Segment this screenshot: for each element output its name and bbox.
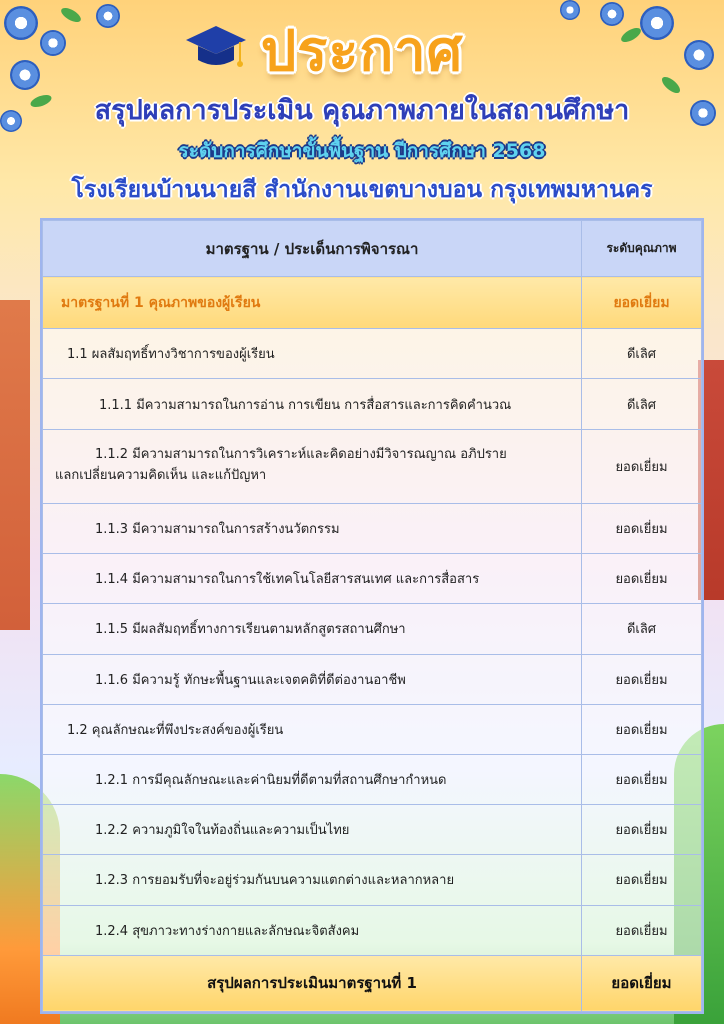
table-row — [43, 429, 702, 503]
row-level: ดีเลิศ — [582, 329, 702, 379]
row-label: 1.2.4 สุขภาวะทางร่างกายและลักษณะจิตสังคม — [43, 905, 582, 955]
row-label: 1.2.3 การยอมรับที่จะอยู่ร่วมกันบนความแตกต่างและหลากหลาย — [43, 855, 582, 905]
row-level: ดีเลิศ — [582, 604, 702, 654]
row-label: 1.1.3 มีความสามารถในการสร้างนวัตกรรม — [43, 503, 582, 553]
row-level: ยอดเยี่ยม — [582, 905, 702, 955]
table-row — [43, 805, 702, 855]
row-level: ยอดเยี่ยม — [582, 704, 702, 754]
row-label: 1.1 ผลสัมฤทธิ์ทางวิชาการของผู้เรียน — [43, 329, 582, 379]
summary-label: สรุปผลการประเมินมาตรฐานที่ 1 — [43, 955, 582, 1011]
page-subtitle-school: โรงเรียนบ้านนายสี สำนักงานเขตบางบอน กรุงเทพมหานคร — [71, 177, 653, 203]
table-row — [43, 654, 702, 704]
row-level: ยอดเยี่ยม — [582, 429, 702, 503]
table-row — [43, 379, 702, 429]
evaluation-table — [40, 218, 704, 1014]
table-row — [43, 503, 702, 553]
table-row-summary — [43, 955, 702, 1011]
page-subtitle-level-year: ระดับการศึกษาขั้นพื้นฐาน ปีการศึกษา 2568 — [178, 140, 546, 162]
column-header-level: ระดับคุณภาพ — [582, 221, 702, 277]
summary-level: ยอดเยี่ยม — [582, 955, 702, 1011]
row-level: ยอดเยี่ยม — [582, 805, 702, 855]
row-level: ยอดเยี่ยม — [582, 654, 702, 704]
row-label-line2: แลกเปลี่ยนความคิดเห็น และแก้ปัญหา — [55, 468, 267, 484]
table-header-row — [43, 221, 702, 277]
page-title: ประกาศ — [260, 19, 464, 84]
row-label: 1.2.1 การมีคุณลักษณะและค่านิยมที่ดีตามที่สถานศึกษากำหนด — [43, 754, 582, 804]
table-row — [43, 329, 702, 379]
row-label: 1.1.6 มีความรู้ ทักษะพื้นฐานและเจตคติที่ดีต่องานอาชีพ — [43, 654, 582, 704]
standard-label: มาตรฐานที่ 1 คุณภาพของผู้เรียน — [43, 277, 582, 329]
table-row — [43, 704, 702, 754]
column-header-item: มาตรฐาน / ประเด็นการพิจารณา — [43, 221, 582, 277]
table-row — [43, 855, 702, 905]
page-subtitle-evaluation: สรุปผลการประเมิน คุณภาพภายในสถานศึกษา — [94, 95, 630, 126]
row-level: ยอดเยี่ยม — [582, 554, 702, 604]
background-building-left — [0, 300, 30, 630]
row-label: 1.2 คุณลักษณะที่พึงประสงค์ของผู้เรียน — [43, 704, 582, 754]
row-label — [43, 429, 582, 503]
row-level: ยอดเยี่ยม — [582, 754, 702, 804]
row-label: 1.1.4 มีความสามารถในการใช้เทคโนโลยีสารสนเทศ และการสื่อสาร — [43, 554, 582, 604]
row-label-line1: 1.1.2 มีความสามารถในการวิเคราะห์และคิดอย่างมีวิจารณญาณ อภิปราย — [95, 447, 507, 463]
row-level: ดีเลิศ — [582, 379, 702, 429]
table-row-standard — [43, 277, 702, 329]
row-label: 1.1.1 มีความสามารถในการอ่าน การเขียน การสื่อสารและการคิดคำนวณ — [43, 379, 582, 429]
row-level: ยอดเยี่ยม — [582, 503, 702, 553]
table-row — [43, 754, 702, 804]
table-row — [43, 905, 702, 955]
table-row — [43, 554, 702, 604]
table-row — [43, 604, 702, 654]
row-level: ยอดเยี่ยม — [582, 855, 702, 905]
row-label: 1.1.5 มีผลสัมฤทธิ์ทางการเรียนตามหลักสูตรสถานศึกษา — [43, 604, 582, 654]
row-label: 1.2.2 ความภูมิใจในท้องถิ่นและความเป็นไทย — [43, 805, 582, 855]
standard-level: ยอดเยี่ยม — [582, 277, 702, 329]
